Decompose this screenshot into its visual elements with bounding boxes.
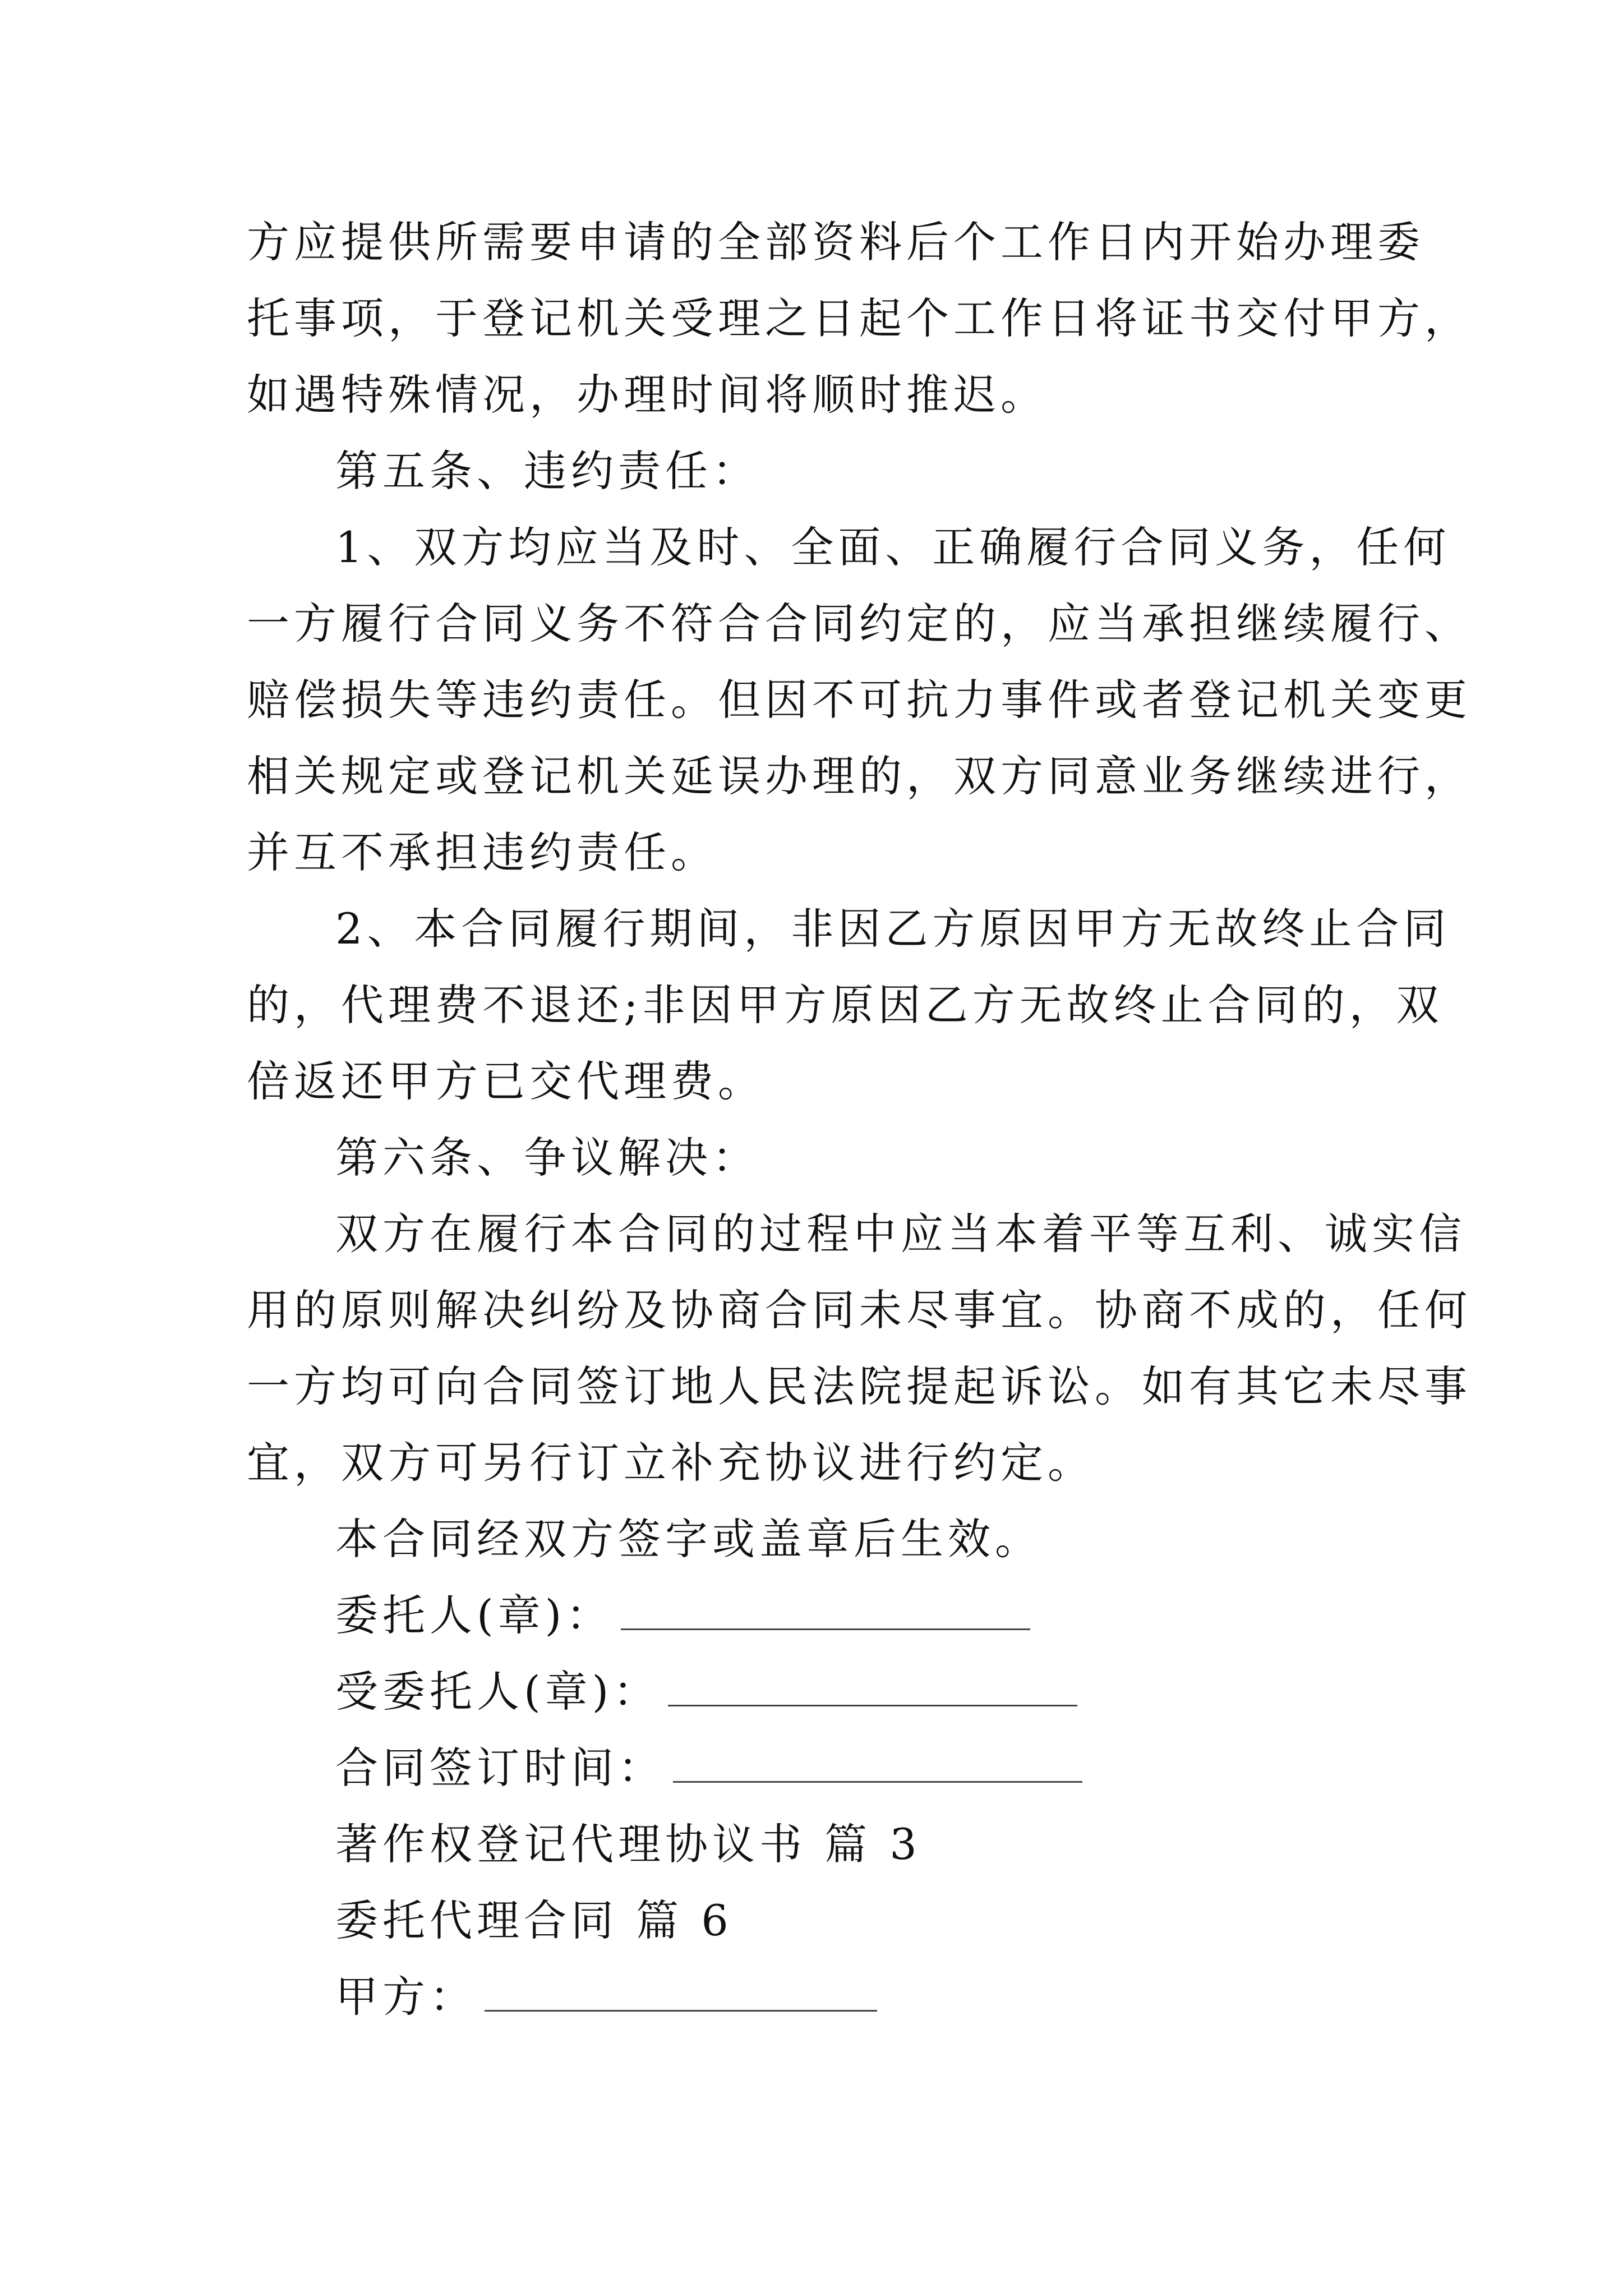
paragraph-line: 双方在履行本合同的过程中应当本着平等互利、诚实信 xyxy=(335,1209,1466,1259)
principal-label: 委托人(章)： xyxy=(335,1590,614,1640)
paragraph-line: 相关规定或登记机关延误办理的，双方同意业务继续进行， xyxy=(247,751,1472,801)
copyright-heading: 著作权登记代理协议书 篇 3 xyxy=(335,1819,921,1869)
party-a-line xyxy=(335,1969,1485,2025)
paragraph-line: 宜，双方可另行订立补充协议进行约定。 xyxy=(247,1438,1095,1488)
paragraph-line: 的，代理费不退还;非因甲方原因乙方无故终止合同的，双 xyxy=(247,980,1444,1030)
party-a-blank[interactable] xyxy=(485,1971,877,2012)
paragraph-line: 赔偿损失等违约责任。但因不可抗力事件或者登记机关变更 xyxy=(247,675,1472,725)
agent-blank[interactable] xyxy=(668,1665,1077,1706)
paragraph-line: 本合同经双方签字或盖章后生效。 xyxy=(335,1514,1042,1564)
paragraph-line: 一方履行合同义务不符合合同约定的，应当承担继续履行、 xyxy=(247,599,1472,648)
paragraph-line: 倍返还甲方已交代理费。 xyxy=(247,1056,765,1106)
paragraph-line: 用的原则解决纠纷及协商合同未尽事宜。协商不成的，任何 xyxy=(247,1285,1472,1335)
section-heading: 第六条、争议解决： xyxy=(335,1133,759,1182)
paragraph-line: 方应提供所需要申请的全部资料后个工作日内开始办理委 xyxy=(247,217,1424,267)
paragraph-line: 1、双方均应当及时、全面、正确履行合同义务，任何 xyxy=(335,522,1451,572)
agency-contract-heading: 委托代理合同 篇 6 xyxy=(335,1895,733,1945)
agent-signature-line xyxy=(335,1664,1485,1720)
paragraph-line: 托事项，于登记机关受理之日起个工作日将证书交付甲方， xyxy=(247,293,1472,343)
paragraph-line: 一方均可向合同签订地人民法院提起诉讼。如有其它未尽事 xyxy=(247,1361,1472,1411)
agent-label: 受委托人(章)： xyxy=(335,1667,661,1717)
principal-signature-line xyxy=(335,1588,1485,1644)
contract-date-blank[interactable] xyxy=(673,1742,1082,1783)
paragraph-line: 如遇特殊情况，办理时间将顺时推迟。 xyxy=(247,370,1048,420)
paragraph-line: 并互不承担违约责任。 xyxy=(247,827,718,877)
party-a-label: 甲方： xyxy=(335,1972,477,2022)
paragraph-line: 2、本合同履行期间，非因乙方原因甲方无故终止合同 xyxy=(335,904,1451,954)
principal-blank[interactable] xyxy=(621,1589,1030,1630)
contract-date-line xyxy=(335,1740,1485,1796)
section-heading: 第五条、违约责任： xyxy=(335,446,759,496)
contract-date-label: 合同签订时间： xyxy=(335,1743,665,1793)
